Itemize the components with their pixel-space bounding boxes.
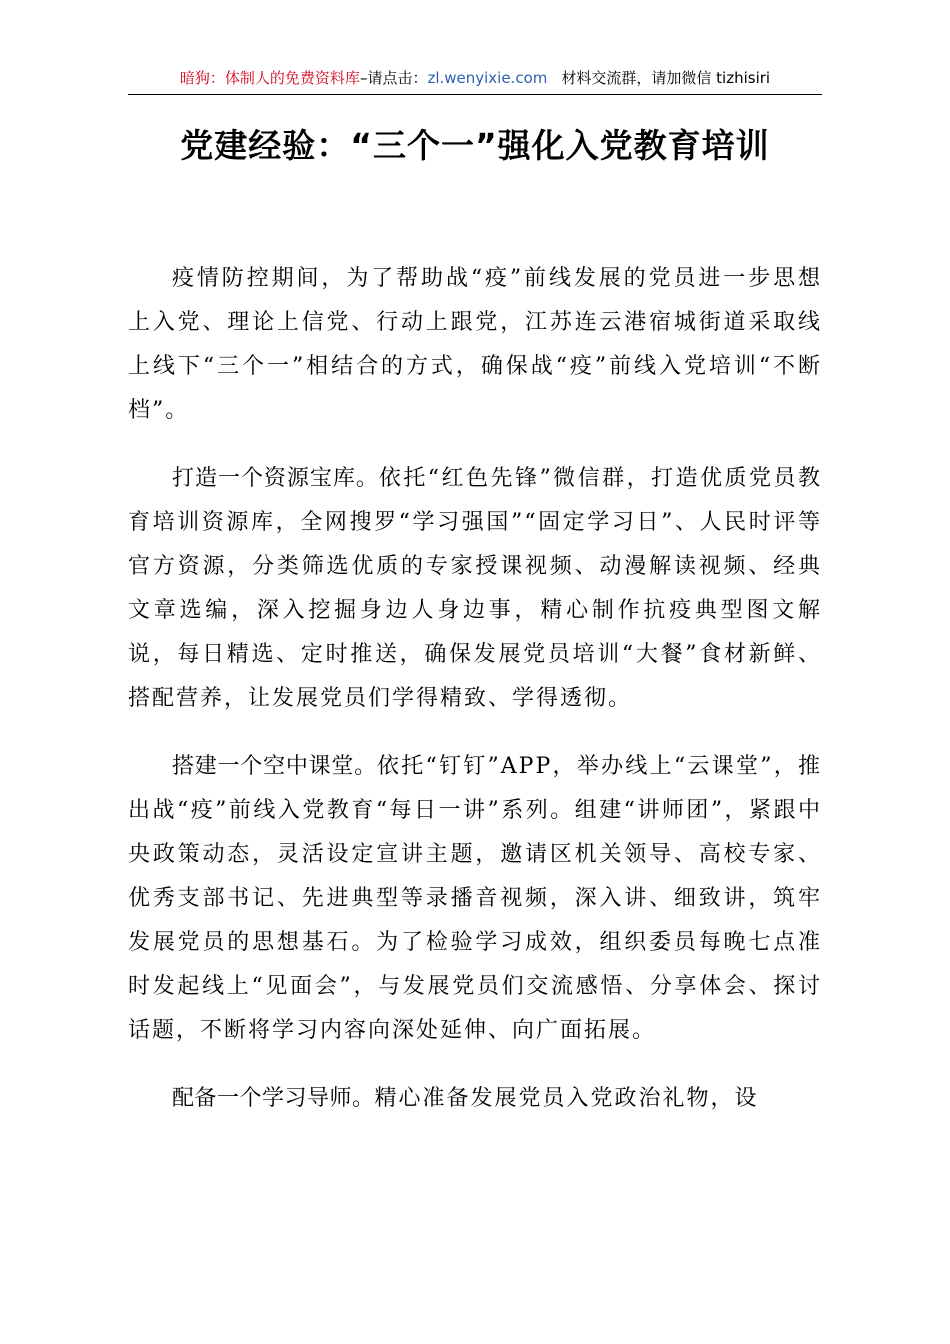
header-note: 材料交流群，请加微信 tizhisiri [561,69,771,87]
header-link[interactable]: zl.wenyixie.com [427,69,548,87]
section-text: 精心准备发展党员入党政治礼物，设 [374,1086,759,1111]
section-paragraph-study-mentor [128,1077,822,1121]
document-body [128,257,822,1145]
section-paragraph-online-classroom [128,745,822,1053]
intro-paragraph: 疫情防控期间，为了帮助战“疫”前线发展的党员进一步思想上入党、理论上信党、行动上跟党，江苏连云港宿城街道采取线上线下“三个一”相结合的方式，确保战“疫”前线入党培训“不断档”。 [128,266,822,423]
section-lead: 打造一个资源宝库。 [172,466,379,491]
section-text: 依托“钉钉”APP，举办线上“云课堂”，推出战“疫”前线入党教育“每日一讲”系列。组建“讲师团”，紧跟中央政策动态，灵活设定宣讲主题，邀请区机关领导、高校专家、优秀支部书记、先进典型等录播音视频，深入讲、细致讲，筑牢发展党员的思想基石。为了检验学习成效，组织委员每晚七点准时发起线上“见面会”，与发展党员们交流感悟、分享体会、探讨话题，不断将学习内容向深处延伸、向广面拓展。 [128,754,822,1043]
document-title: 党建经验：“三个一”强化入党教育培训 [180,126,770,165]
section-lead: 搭建一个空中课堂。 [172,754,377,779]
section-text: 依托“红色先锋”微信群，打造优质党员教育培训资源库，全网搜罗“学习强国”“固定学习日”、人民时评等官方资源，分类筛选优质的专家授课视频、动漫解读视频、经典文章选编，深入挖掘身边人身边事，精心制作抗疫典型图文解说，每日精选、定时推送，确保发展党员培训“大餐”食材新鲜、搭配营养，让发展党员们学得精致、学得透彻。 [128,466,822,711]
header-separator: –请点击： [359,69,428,87]
section-paragraph-resource-library [128,457,822,721]
header-brand: 暗狗：体制人的免费资料库 [179,69,360,87]
page-header [128,62,822,95]
section-lead: 配备一个学习导师。 [172,1086,375,1111]
